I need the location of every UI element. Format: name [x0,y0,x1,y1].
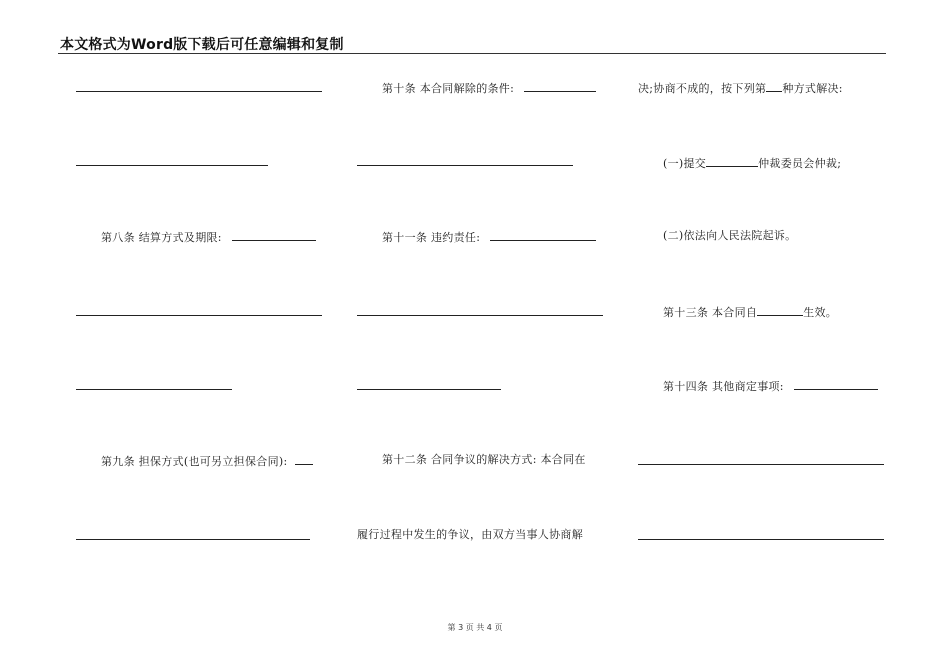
blank-line [76,539,310,540]
article-12-label: 第十二条 合同争议的解决方式: 本合同在 [382,453,586,466]
dispute-resolution-text [638,80,843,96]
blank-line [638,464,884,465]
dispute-text-a: 决;协商不成的，按下列第 [638,82,767,95]
blank-line [357,389,501,390]
option-1 [663,155,841,171]
article-8-label: 第八条 结算方式及期限: [101,231,222,244]
article-13-text-a: 第十三条 本合同自 [663,306,758,319]
article-12 [382,453,586,467]
blank-line [357,315,603,316]
option-2-text: (二)依法向人民法院起诉。 [663,229,797,242]
page-header: 本文格式为Word版下载后可任意编辑和复制 [60,37,344,53]
article-13-text-b: 生效。 [803,306,838,319]
blank-line [76,91,322,92]
blank-line [357,165,573,166]
article-11-label: 第十一条 违约责任: [382,231,481,244]
article-13 [663,304,837,320]
blank-line [76,165,268,166]
article-11 [382,229,596,245]
article-14-label: 第十四条 其他商定事项: [663,380,784,393]
fill-in-blank[interactable] [490,229,596,241]
fill-in-blank[interactable] [232,229,316,241]
blank-line [76,389,232,390]
option-1-text-a: (一)提交 [663,157,707,170]
article-9-label: 第九条 担保方式(也可另立担保合同): [101,455,288,468]
article-14 [663,378,878,394]
header-rule [58,53,886,54]
blank-line [638,539,884,540]
blank-line [76,315,322,316]
fill-in-blank[interactable] [706,155,758,167]
article-10 [382,80,596,96]
fill-in-blank[interactable] [295,453,313,465]
page-footer: 第 3 页 共 4 页 [447,623,503,632]
article-10-label: 第十条 本合同解除的条件: [382,82,515,95]
article-8 [101,229,316,245]
option-2 [663,229,796,243]
fill-in-blank[interactable] [524,80,596,92]
article-12-continued [357,528,583,542]
dispute-text-b: 种方式解决: [782,82,843,95]
fill-in-blank[interactable] [766,80,782,92]
fill-in-blank[interactable] [794,378,878,390]
article-12-cont-label: 履行过程中发生的争议，由双方当事人协商解 [357,528,583,541]
article-9 [101,453,313,469]
option-1-text-b: 仲裁委员会仲裁; [758,157,842,170]
fill-in-blank[interactable] [757,304,803,316]
